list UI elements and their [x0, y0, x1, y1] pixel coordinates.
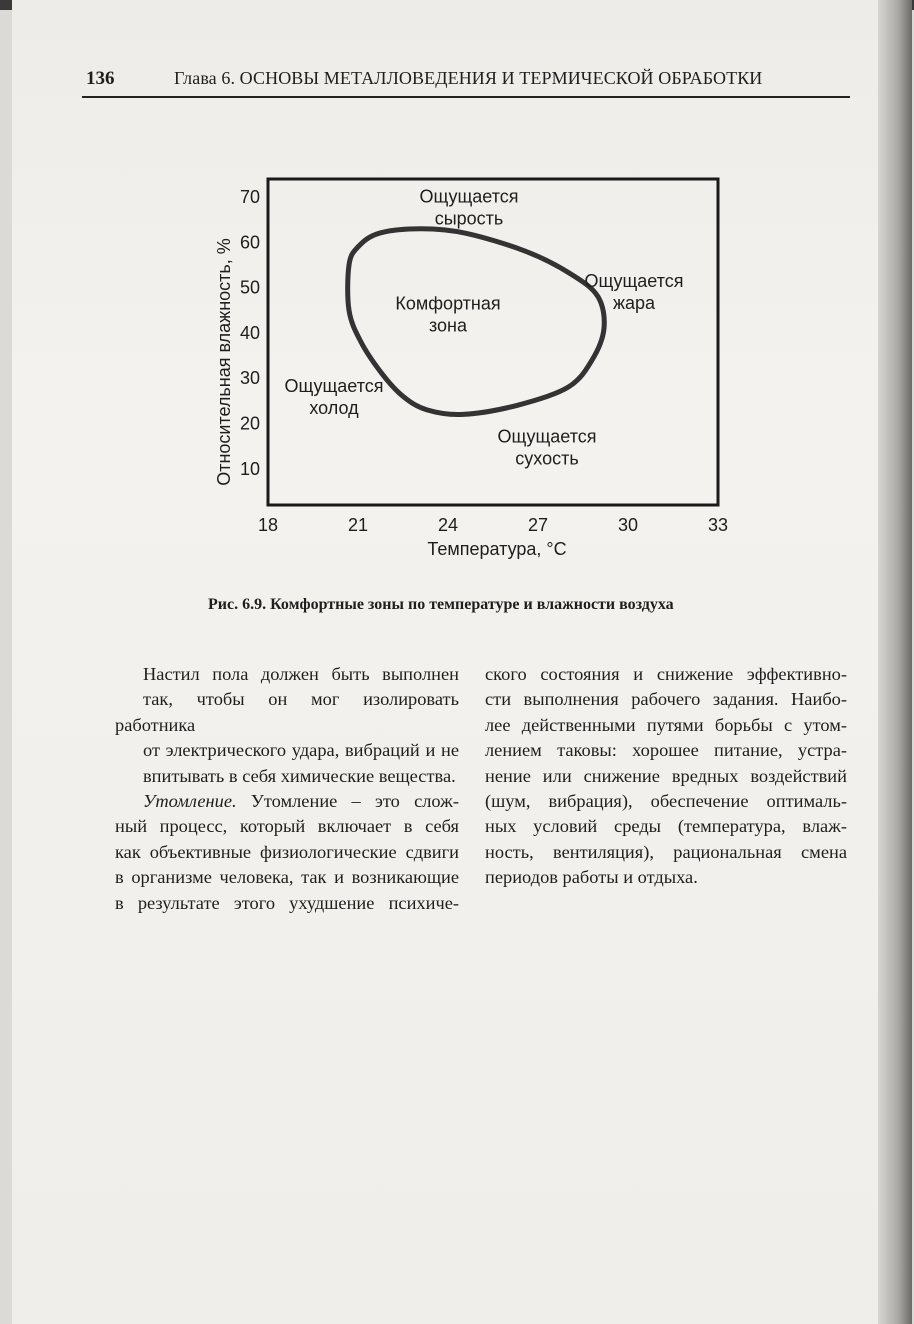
- zone-label-line: Ощущается: [419, 186, 519, 207]
- zone-label-comfort: [395, 293, 500, 335]
- figure-caption: Рис. 6.9. Комфортные зоны по температуре и влажности воздуха: [208, 596, 674, 613]
- x-tick-label: 30: [617, 515, 639, 535]
- text-line: сти выполнения рабочего задания. Наибо-: [485, 689, 847, 710]
- term-fatigue: Утомление.: [143, 791, 237, 812]
- page-number: 136: [86, 68, 115, 89]
- text-line: [115, 789, 459, 814]
- zone-label-line: зона: [428, 315, 468, 336]
- y-tick-label: 50: [239, 277, 260, 298]
- text-line: от электрического удара, вибраций и не: [143, 740, 459, 761]
- comfort-zone-boundary: [348, 229, 605, 415]
- zone-label-dampness: [419, 187, 518, 229]
- y-tick-label: 60: [239, 232, 260, 253]
- zone-label-line: Ощущается: [284, 375, 384, 396]
- x-tick-label: 33: [707, 515, 729, 535]
- paragraph-fatigue: [115, 789, 459, 916]
- text-line: лением таковы: хорошее питание, устра-: [485, 740, 847, 761]
- x-tick-label: 27: [527, 515, 549, 535]
- running-head: Глава 6. ОСНОВЫ МЕТАЛЛОВЕДЕНИЯ И ТЕРМИЧЕСКОЙ ОБРАБОТКИ: [174, 68, 763, 88]
- text-line: ского состояния и снижение эффективно-: [485, 664, 847, 684]
- zone-label-line: Ощущается: [497, 426, 597, 447]
- page-header: [82, 66, 850, 98]
- paragraph-fatigue-cont: [485, 662, 847, 891]
- zone-label-line: Ощущается: [584, 270, 684, 291]
- zone-label-cold: [284, 376, 383, 418]
- y-tick-label: 30: [239, 368, 260, 389]
- zone-label-line: сырость: [434, 208, 504, 229]
- text-line: периодов работы и отдыха.: [485, 867, 698, 888]
- zone-label-heat: [584, 271, 683, 313]
- text-line: нение или снижение вредных воздействий: [485, 765, 847, 786]
- text-line: в организме человека, так и возникающие: [115, 867, 459, 888]
- y-tick-label: 70: [239, 187, 260, 208]
- text-line: ных условий среды (температура, влаж-: [485, 816, 847, 837]
- x-tick-label: 18: [257, 515, 279, 535]
- y-axis-label: Относительная влажность, %: [214, 238, 234, 486]
- zone-label-line: сухость: [515, 448, 579, 469]
- x-tick-label: 21: [347, 515, 369, 535]
- y-tick-label: 20: [239, 413, 260, 434]
- paragraph-floor: [115, 662, 459, 789]
- text-line: в результате этого ухудшение психиче-: [115, 892, 459, 913]
- zone-label-line: Комфортная: [395, 293, 501, 314]
- text-line: ность, вентиляция), рациональная смена: [485, 841, 847, 862]
- figure-comfort-zones: [200, 165, 760, 565]
- y-tick-label: 40: [239, 322, 260, 343]
- y-tick-label: 10: [239, 458, 260, 479]
- zone-label-line: жара: [612, 292, 656, 313]
- text-fragment: Утомление – это слож-: [236, 791, 459, 812]
- text-line: так, чтобы он мог изолировать работника: [115, 689, 459, 735]
- text-line: (шум, вибрация), обеспечение оптималь-: [485, 791, 847, 812]
- x-tick-label: 24: [437, 515, 459, 535]
- text-line: впитывать в себя химические вещества.: [143, 765, 456, 786]
- text-column-right: [485, 662, 847, 891]
- text-line: Настил пола должен быть выполнен: [143, 664, 459, 684]
- comfort-zone-chart: [200, 165, 760, 565]
- text-column-left: [115, 662, 459, 916]
- x-axis-label: Температура, °С: [427, 539, 567, 559]
- text-line: лее действенными путями борьбы с утом-: [485, 714, 847, 735]
- zone-label-dryness: [497, 427, 596, 469]
- scan-binding-shadow: [878, 0, 912, 1324]
- zone-label-line: холод: [309, 397, 359, 418]
- text-line: ный процесс, который включает в себя: [115, 816, 459, 837]
- text-line: как объективные физиологические сдвиги: [115, 841, 459, 862]
